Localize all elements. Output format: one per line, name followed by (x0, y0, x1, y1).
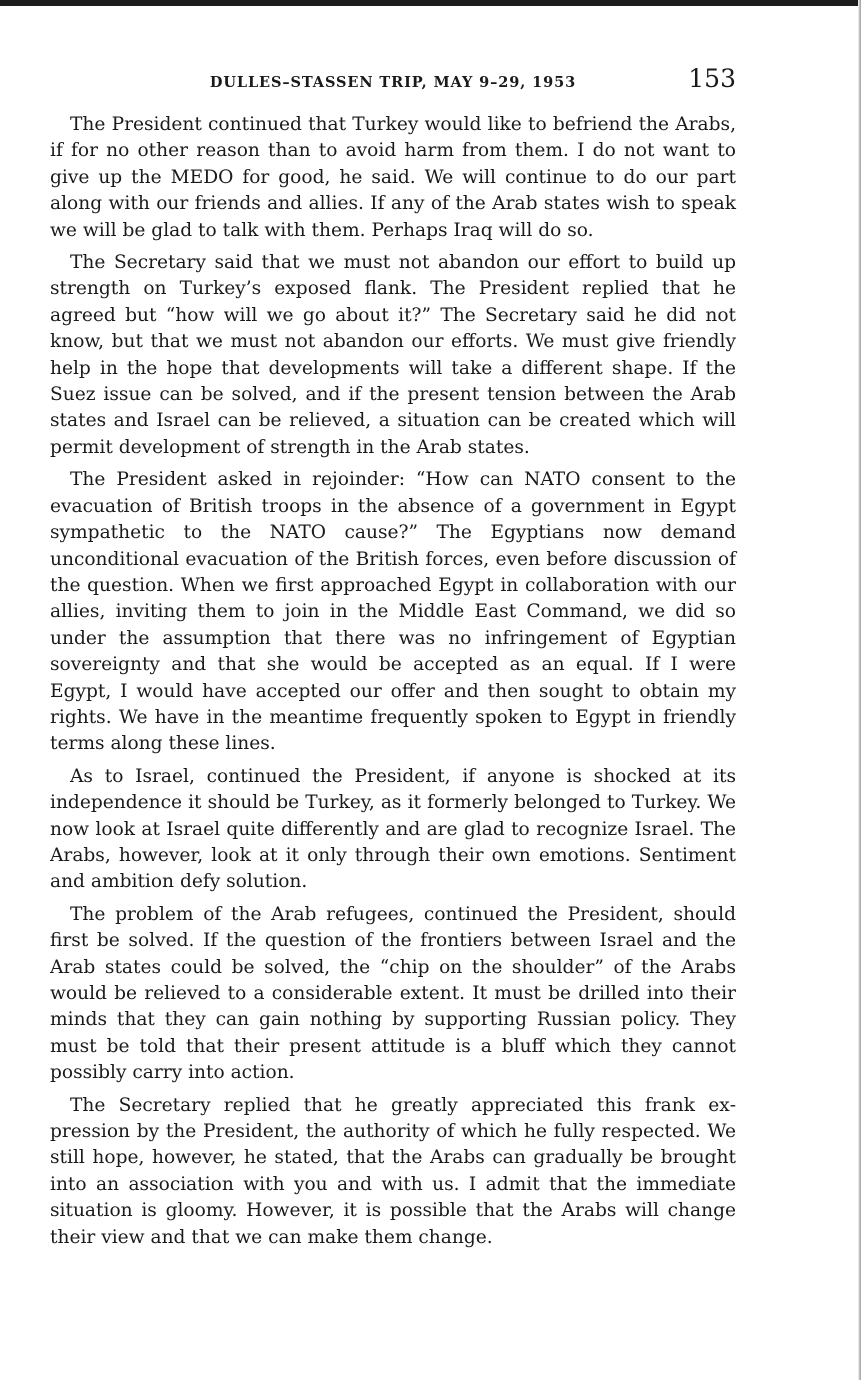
page-number: 153 (688, 64, 736, 93)
paragraph-turkey-arabs: The President continued that Turkey would like to befriend the Arabs, if for no other reason than to avoid harm from them. I do not want to give up the MEDO for good, he said. We will continue to do our part along with our friends and allies. If any of the Arab states wish to speak we will be glad to talk with them. Perhaps Iraq will do so. (50, 114, 736, 241)
paragraph-israel: As to Israel, continued the President, if anyone is shocked at its independence it should be Turkey, as it formerly belonged to Turkey. We now look at Israel quite differently and are glad to recognize Israel. The Arabs, however, look at it only through their own emotions. Sentiment and ambition defy solution. (50, 765, 736, 893)
paragraph-secretary-reply: The Secretary replied that he greatly appreciated this frank expression by the President, the authority of which he fully respected. We still hope, however, he stated, that the Arabs can gradually be brought into an association with you and with us. I admit that the immediate situation is gloomy. However, it is possible that the Arabs will change their view and that we can make them change. (50, 1094, 736, 1248)
paragraph-arab-refugees: The problem of the Arab refugees, continued the President, should first be solved. If the question of the frontiers between Israel and the Arab states could be solved, the “chip on the shoulder” of the Arabs would be relieved to a considerable extent. It must be drilled into their minds that they can gain nothing by supporting Russian policy. They must be told that their present attitude is a bluff which they cannot possibly carry into action. (50, 903, 736, 1084)
running-title: DULLES–STASSEN TRIP, MAY 9–29, 1953 (209, 74, 577, 91)
running-head (50, 64, 736, 98)
paragraph-nato-egypt: The President asked in rejoinder: “How can NATO consent to the evacuation of British troops in the absence of a government in Egypt sympathetic to the NATO cause?” The Egyptians now demand unconditional evacuation of the British forces, even before discussion of the question. When we first approached Egypt in collaboration with our allies, inviting them to join in the Middle East Command, we did so under the assumption that there was no infringement of Egyptian sovereignty and that she would be accepted as an equal. If I were Egypt, I would have accepted our offer and then sought to obtain my rights. We have in the meantime frequently spoken to Egypt in friendly terms along these lines. (50, 469, 736, 755)
body-text (50, 112, 736, 1257)
top-border-rule (0, 0, 861, 6)
paragraph-exposed-flank: The Secretary said that we must not abandon our effort to build up strength on Turkey’s exposed flank. The President replied that he agreed but “how will we go about it?” The Secretary said he did not know, but that we must not abandon our efforts. We must give friendly help in the hope that developments will take a different shape. If the Suez issue can be solved, and if the present tension between the Arab states and Israel can be relieved, a situation can be created which will permit development of strength in the Arab states. (50, 252, 736, 458)
